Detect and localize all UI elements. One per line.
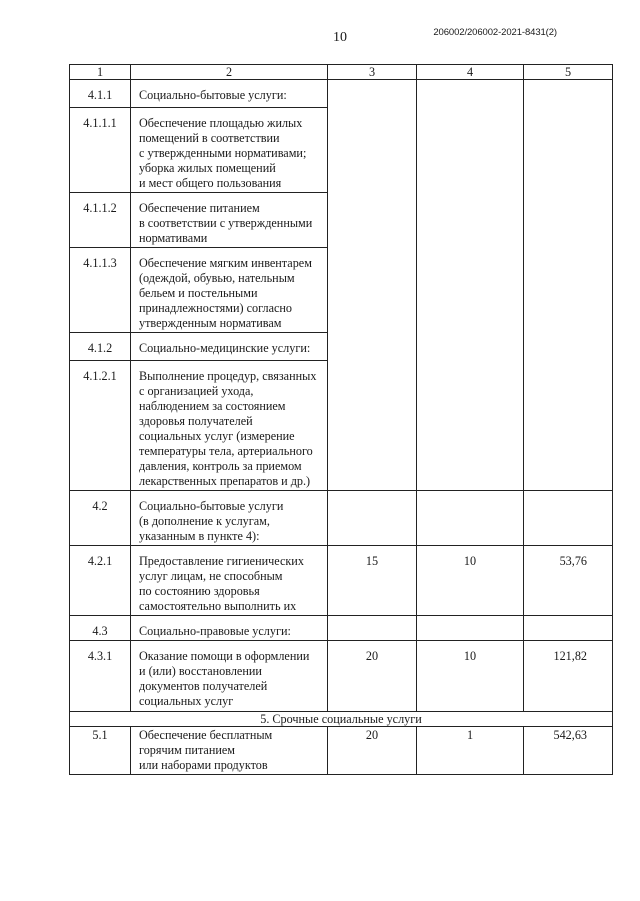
description-line: давления, контроль за приемом (139, 459, 302, 473)
description-line: Социально-бытовые услуги (139, 499, 284, 513)
column-4-cell: 10 (417, 641, 524, 712)
row-description (131, 333, 328, 361)
description-line: Выполнение процедур, связанных (139, 369, 317, 383)
column-3-cell: 20 (328, 727, 417, 775)
description-line: Социально-правовые услуги: (139, 624, 291, 638)
row-code: 4.1.2.1 (70, 361, 131, 491)
column-header: 5 (524, 65, 613, 80)
column-header: 1 (70, 65, 131, 80)
document-code: 206002/206002-2021-8431(2) (433, 27, 557, 38)
column-4-cell (417, 616, 524, 641)
row-code: 4.2.1 (70, 546, 131, 616)
row-description (131, 616, 328, 641)
description-line: лекарственных препаратов и др.) (139, 474, 311, 488)
row-description (131, 641, 328, 712)
description-line: горячим питанием (139, 743, 235, 757)
row-description (131, 80, 328, 108)
page-number: 10 (333, 30, 347, 45)
row-description (131, 546, 328, 616)
row-description (131, 727, 328, 775)
description-line: Оказание помощи в оформлении (139, 649, 310, 663)
column-4-cell (417, 80, 524, 491)
description-line: Обеспечение питанием (139, 201, 260, 215)
column-3-cell: 20 (328, 641, 417, 712)
description-line: социальных услуг (измерение (139, 429, 295, 443)
table-row (70, 727, 613, 775)
section-title: 5. Срочные социальные услуги (70, 712, 613, 727)
column-3-cell (328, 616, 417, 641)
description-line: температуры тела, артериального (139, 444, 313, 458)
description-line: и (или) восстановлении (139, 664, 262, 678)
services-table (69, 64, 613, 775)
row-code: 4.2 (70, 491, 131, 546)
table-row (70, 491, 613, 546)
description-line: уборка жилых помещений (139, 161, 276, 175)
description-line: по состоянию здоровья (139, 584, 260, 598)
description-line: указанным в пункте 4): (139, 529, 260, 543)
column-header: 3 (328, 65, 417, 80)
description-line: самостоятельно выполнить их (139, 599, 297, 613)
description-line: социальных услуг (139, 694, 234, 708)
table-row (70, 546, 613, 616)
column-4-cell: 10 (417, 546, 524, 616)
description-line: здоровья получателей (139, 414, 253, 428)
description-line: нормативами (139, 231, 208, 245)
row-description (131, 361, 328, 491)
section-header-row (70, 712, 613, 727)
description-line: наблюдением за состоянием (139, 399, 286, 413)
description-line: Обеспечение мягким инвентарем (139, 256, 312, 270)
column-4-cell (417, 491, 524, 546)
row-code: 4.1.1 (70, 80, 131, 108)
row-code: 5.1 (70, 727, 131, 775)
row-code: 4.1.1.3 (70, 248, 131, 333)
description-line: бельем и постельными (139, 286, 258, 300)
column-header: 2 (131, 65, 328, 80)
table-row (70, 641, 613, 712)
description-line: с утвержденными нормативами; (139, 146, 307, 160)
row-code: 4.3.1 (70, 641, 131, 712)
column-3-cell (328, 491, 417, 546)
column-3-cell (328, 80, 417, 491)
column-5-cell: 53,76 (524, 546, 613, 616)
column-5-cell (524, 616, 613, 641)
table-row (70, 616, 613, 641)
row-description (131, 193, 328, 248)
description-line: или наборами продуктов (139, 758, 268, 772)
row-description (131, 108, 328, 193)
description-line: Предоставление гигиенических (139, 554, 304, 568)
column-5-cell (524, 491, 613, 546)
table-header-row (70, 65, 613, 80)
description-line: Обеспечение площадью жилых (139, 116, 303, 130)
description-line: принадлежностями) согласно (139, 301, 293, 315)
description-line: Социально-бытовые услуги: (139, 88, 287, 102)
description-line: утвержденным нормативам (139, 316, 282, 330)
column-3-cell: 15 (328, 546, 417, 616)
description-line: (в дополнение к услугам, (139, 514, 270, 528)
row-description (131, 248, 328, 333)
description-line: и мест общего пользования (139, 176, 282, 190)
row-description (131, 491, 328, 546)
column-4-cell: 1 (417, 727, 524, 775)
column-5-cell: 542,63 (524, 727, 613, 775)
column-5-cell (524, 80, 613, 491)
description-line: в соответствии с утвержденными (139, 216, 313, 230)
row-code: 4.1.1.1 (70, 108, 131, 193)
description-line: Обеспечение бесплатным (139, 728, 273, 742)
description-line: услуг лицам, не способным (139, 569, 283, 583)
description-line: (одеждой, обувью, нательным (139, 271, 295, 285)
description-line: Социально-медицинские услуги: (139, 341, 311, 355)
description-line: с организацией ухода, (139, 384, 254, 398)
row-code: 4.3 (70, 616, 131, 641)
row-code: 4.1.1.2 (70, 193, 131, 248)
column-5-cell: 121,82 (524, 641, 613, 712)
row-code: 4.1.2 (70, 333, 131, 361)
description-line: документов получателей (139, 679, 268, 693)
column-header: 4 (417, 65, 524, 80)
table-row (70, 80, 613, 108)
description-line: помещений в соответствии (139, 131, 280, 145)
